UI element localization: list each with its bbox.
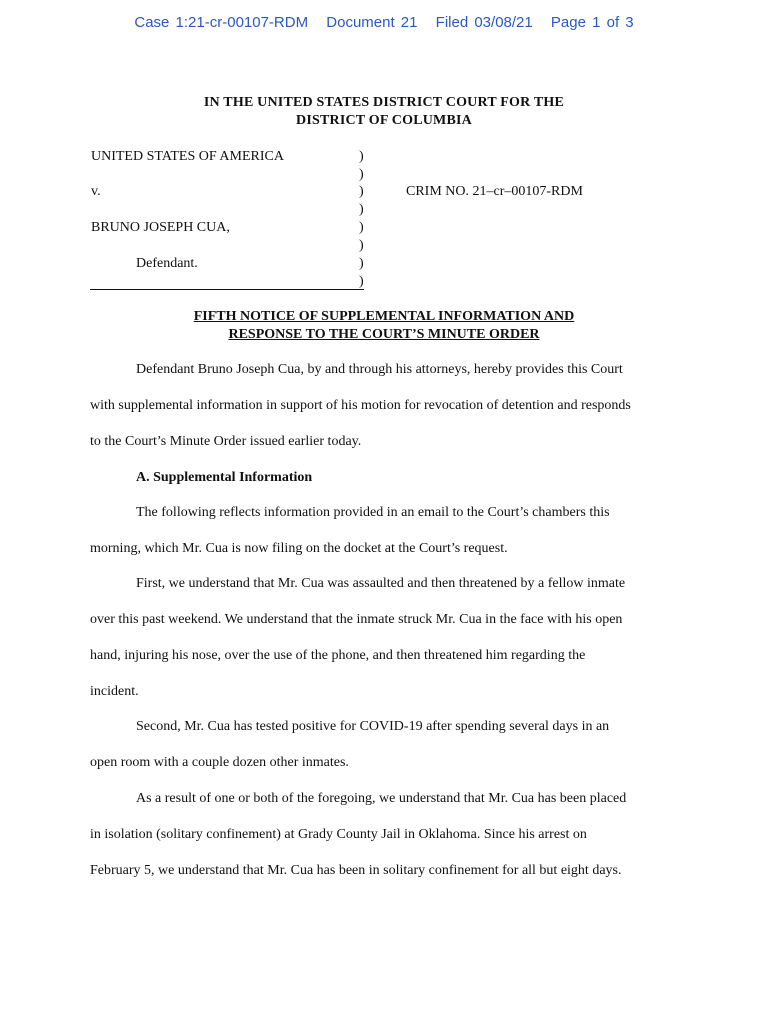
text-line: in isolation (solitary confinement) at Grady County Jail in Oklahoma. Since his arrest on [90,827,587,842]
caption-paren: ) [359,184,364,199]
notice-title-line-2: RESPONSE TO THE COURT’S MINUTE ORDER [228,327,540,342]
text-line: The following reflects information provided in an email to the Court’s chambers this [136,505,610,520]
caption-paren: ) [359,238,364,253]
text-line: Defendant Bruno Joseph Cua, by and through his attorneys, hereby provides this Court [136,362,623,377]
paragraph-supplemental [90,495,690,567]
text-line: morning, which Mr. Cua is now filing on the docket at the Court’s request. [90,541,508,556]
caption-defendant-name: BRUNO JOSEPH CUA, [91,220,230,235]
text-line: First, we understand that Mr. Cua was assaulted and then threatened by a fellow inmate [136,576,626,591]
caption-paren: ) [359,220,364,235]
text-line: with supplemental information in support of his motion for revocation of detention and responds [90,398,631,413]
caption-paren: ) [359,202,364,217]
intro-paragraph [90,352,690,460]
paragraph-covid [90,709,690,781]
text-line: February 5, we understand that Mr. Cua has been in solitary confinement for all but eight days. [90,863,622,878]
text-line: Second, Mr. Cua has tested positive for COVID-19 after spending several days in an [136,719,610,734]
text-line: hand, injuring his nose, over the use of the phone, and then threatened him regarding the [90,648,586,663]
text-line: over this past weekend. We understand that the inmate struck Mr. Cua in the face with his open [90,612,623,627]
notice-title-line-1: FIFTH NOTICE OF SUPPLEMENTAL INFORMATION AND [193,309,575,324]
text-line: incident. [90,684,139,699]
page-indicator: Page 1 of 3 [550,14,634,31]
caption-paren: ) [359,167,364,182]
caption-paren: ) [359,256,364,271]
text-line: open room with a couple dozen other inmates. [90,755,349,770]
section-heading-a: A. Supplemental Information [136,470,313,485]
document-number: Document 21 [326,14,418,31]
caption-plaintiff: UNITED STATES OF AMERICA [91,149,284,164]
caption-case-number: CRIM NO. 21–cr–00107-RDM [406,184,583,199]
caption-rule [90,289,364,290]
case-number-header: Case 1:21-cr-00107-RDM [134,14,309,31]
caption-defendant-label: Defendant. [136,256,198,271]
text-line: to the Court’s Minute Order issued earlier today. [90,434,362,449]
ecf-header [0,14,768,31]
filed-date: Filed 03/08/21 [435,14,533,31]
caption-paren: ) [359,149,364,164]
caption-paren: ) [359,274,364,289]
notice-title [0,308,768,344]
court-name-line-1: IN THE UNITED STATES DISTRICT COURT FOR THE [203,95,565,110]
court-name [0,94,768,130]
paragraph-isolation [90,781,690,889]
text-line: As a result of one or both of the foregoing, we understand that Mr. Cua has been placed [136,791,627,806]
court-name-line-2: DISTRICT OF COLUMBIA [296,113,472,128]
paragraph-assault [90,566,690,710]
caption-versus: v. [91,184,101,199]
